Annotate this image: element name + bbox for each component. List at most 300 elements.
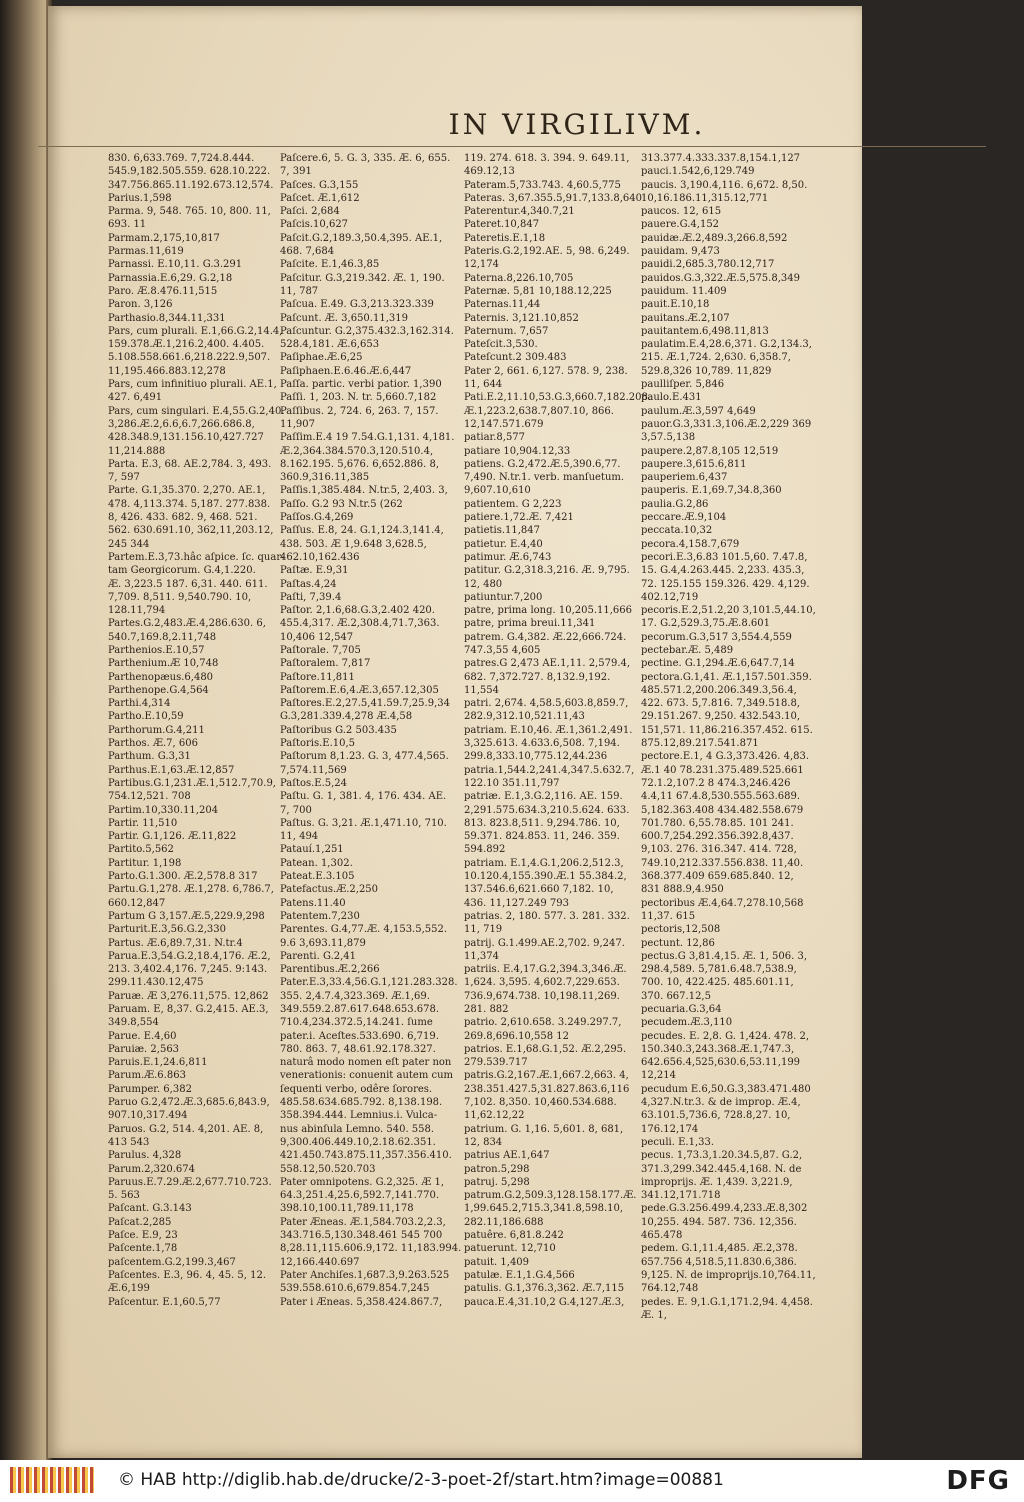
index-column-4 [641, 152, 826, 1322]
index-entry: Parthum. G.3,31 [108, 751, 191, 763]
index-entry: patriam. E.10,46. Æ.1,361.2,491. [464, 724, 633, 736]
index-entry: 282.9,312.10,521.11,43 [464, 711, 585, 723]
index-entry: 3,57.5,138 [641, 432, 696, 444]
index-entry: Parua.E.3,54.G.2,18.4,176. Æ.2, [108, 950, 271, 962]
index-entry: pauit.E.10,18 [641, 299, 710, 311]
index-entry: pauitantem.6,498.11,813 [641, 325, 769, 337]
index-entry: 3,325.613. 4.633.6,508. 7,194. [464, 738, 620, 750]
index-entry: 245 344 [108, 538, 150, 550]
index-entry: Paſtore.11,811 [280, 671, 355, 683]
index-entry: 600.7,254.292.356.392.8,437. [641, 831, 794, 843]
index-entry: peccata.10,32 [641, 525, 713, 537]
index-entry: 780. 863. 7, 48.61.92.178.327. [280, 1043, 436, 1055]
index-entry: pecori.E.3,6.83 101.5,60. 7.47.8, [641, 551, 808, 563]
index-entry: 830. 6,633.769. 7,724.8.444. [108, 153, 255, 164]
index-entry: 341.12,171.718 [641, 1190, 721, 1202]
index-entry: Parumper. 6,382 [108, 1083, 192, 1095]
index-entry: patietis.11,847 [464, 525, 541, 537]
index-entry: Paſſi. 1, 203. N. tr. 5,660.7,182 [280, 392, 437, 404]
index-entry: Æ.1,223.2,638.7,807.10, 866. [464, 405, 614, 417]
index-entry: 238.351.427.5,31.827.863.6,116 [464, 1083, 630, 1095]
index-entry: patiens. G.2,472.Æ.5,390.6,77. [464, 458, 621, 470]
index-entry: Parte. G.1,35.370. 2,270. AE.1, [108, 485, 266, 497]
index-entry: 10,255. 494. 587. 736. 12,356. [641, 1216, 797, 1228]
index-entry: patron.5,298 [464, 1163, 530, 1175]
index-entry: Paſcat.2,285 [108, 1216, 172, 1228]
index-entry: Paſci. 2,684 [280, 206, 340, 218]
index-entry: 213. 3,402.4,176. 7,245. 9:143. [108, 964, 268, 976]
index-entry: Paſſos.G.4,269 [280, 512, 354, 524]
index-entry: 749.10,212.337.556.838. 11,40. [641, 857, 804, 869]
index-entry: Paſſo. G.2 93 N.tr.5 (262 [280, 498, 403, 510]
index-entry: 355. 2,4.7.4,323.369. Æ.1,69. [280, 990, 430, 1002]
index-entry: paucos. 12, 615 [641, 206, 722, 218]
index-entry: Pars, cum plurali. E.1,66.G.2,14.4, [108, 325, 283, 337]
index-entry: patulis. G.1,376.3,362. Æ.7,115 [464, 1283, 625, 1295]
index-entry: venerationis: conuenit autem cum [280, 1070, 454, 1082]
index-entry: 438. 503. Æ 1,9.648 3,628.5, [280, 538, 427, 550]
index-entry: Paſcente.1,78 [108, 1243, 178, 1255]
index-column-1 [108, 152, 285, 1309]
index-entry: 413 543 [108, 1136, 150, 1148]
index-entry: patria.1,544.2,241.4,347.5.632.7, [464, 764, 635, 776]
index-entry: patri. 2,674. 4,58.5,603.8,859.7, [464, 698, 629, 710]
index-entry: Parthus.E.1,63.Æ.12,857 [108, 764, 235, 776]
index-entry: 9,607.10,610 [464, 485, 531, 497]
index-entry: Parentibus.Æ.2,266 [280, 964, 380, 976]
index-entry: Partem.E.3,73.hâc aſpice. ſc. quar- [108, 551, 285, 563]
index-entry: 370. 667.12,5 [641, 990, 711, 1002]
index-entry: paupere.2,87.8,105 12,519 [641, 445, 779, 457]
index-entry: 462.10,162.436 [280, 551, 360, 563]
index-entry: 5. 563 [108, 1190, 140, 1202]
index-entry: Patean. 1,302. [280, 857, 353, 869]
index-entry: Parue. E.4,60 [108, 1030, 177, 1042]
index-entry: 657.756 4,518.5,11.830.6,386. [641, 1256, 797, 1268]
index-entry: Parius.1,598 [108, 192, 172, 204]
index-entry: 12,166.440.697 [280, 1256, 360, 1268]
index-entry: 12,147.571.679 [464, 418, 544, 430]
index-entry: Paterna.8,226.10,705 [464, 272, 574, 284]
index-entry: pauca.E.4,31.10,2 G.4,127.Æ.3, [464, 1296, 625, 1308]
index-entry: patrum.G.2,509.3,128.158.177.Æ. [464, 1190, 637, 1202]
index-entry: patris.G.2,167.Æ.1,667.2,663. 4, [464, 1070, 629, 1082]
index-entry: 72. 125.155 159.326. 429. 4,129. [641, 578, 810, 590]
index-entry: 754.12,521. 708 [108, 791, 191, 803]
index-entry: Partibus.G.1,231.Æ.1,512.7,70.9, [108, 777, 276, 789]
index-entry: Partim.10,330.11,204 [108, 804, 219, 816]
index-entry: 349.559.2.87.617.648.653.678. [280, 1004, 440, 1015]
index-entry: pauidi.2,685.3,780.12,717 [641, 259, 775, 271]
index-entry: pecuaria.G.3,64 [641, 1004, 722, 1015]
index-entry: pauidæ.Æ.2,489.3,266.8,592 [641, 232, 788, 244]
index-entry: 59.371. 824.853. 11, 246. 359. [464, 831, 620, 843]
index-entry: Pater 2, 661. 6,127. 578. 9, 238. [464, 365, 628, 377]
index-entry: Parum.Æ.6.863 [108, 1070, 186, 1082]
index-entry: Pateretis.E.1,18 [464, 232, 546, 244]
index-entry: Paſcuntur. G.2,375.432.3,162.314. [280, 325, 454, 337]
index-entry: 11,214.888 [108, 445, 166, 457]
index-entry: patre, prima long. 10,205.11,666 [464, 605, 633, 617]
index-entry: 5,182.363.408 434.482.558.679 [641, 804, 804, 816]
index-entry: 2,291.575.634.3,210.5.624. 633. [464, 804, 630, 816]
index-entry: Pati.E.2,11.10,53.G.3,660.7,182.208. [464, 392, 652, 404]
index-entry: paulia.G.2,86 [641, 498, 709, 510]
index-entry: Pateſcit.3,530. [464, 339, 538, 351]
index-entry: 299.11.430.12,475 [108, 977, 204, 989]
index-entry: peculi. E.1,33. [641, 1136, 715, 1148]
index-entry: 700. 10, 422.425. 485.601.11, [641, 977, 794, 989]
index-entry: 528.4,181. Æ.6,653 [280, 339, 380, 351]
index-entry: Pateret.10,847 [464, 219, 540, 231]
index-entry: 11,195.466.883.12,278 [108, 365, 226, 377]
index-entry: Pateras. 3,67.355.5,91.7,133.8,640 [464, 192, 642, 204]
index-entry: Paſſa. partic. verbi patior. 1,390 [280, 379, 442, 391]
index-entry: 299.8,333.10,775.12,44.236 [464, 751, 608, 763]
index-entry: pauor.G.3,331.3,106.Æ.2,229 369 [641, 418, 812, 430]
index-entry: Pater.E.3,33.4,56.G.1,121.283.328. [280, 977, 458, 989]
index-entry: patres.G 2,473 AE.1,11. 2,579.4, [464, 658, 631, 670]
index-entry: 11,554 [464, 684, 499, 696]
page-title: IN VIRGILIVM. [448, 108, 706, 141]
index-entry: improprijs. Æ. 1,439. 3,221.9, [641, 1176, 793, 1188]
index-entry: 7, 700 [280, 804, 312, 816]
index-entry: 159.378.Æ.1,216.2,400. 4.405. [108, 339, 265, 351]
index-entry: Paſtor. 2,1.6,68.G.3,2.402 420. [280, 605, 435, 617]
index-entry: pecoris.E.2,51.2,20 3,101.5,44.10, [641, 605, 816, 617]
index-entry: 436. 11,127.249 793 [464, 897, 569, 909]
index-entry: patriam. E.1,4.G.1,206.2,512.3, [464, 857, 624, 869]
index-entry: Partir. G.1,126. Æ.11,822 [108, 831, 237, 843]
index-entry: pede.G.3.256.499.4,233.Æ.8,302 [641, 1203, 808, 1215]
index-entry: patiere.1,72.Æ. 7,421 [464, 512, 574, 524]
index-entry: 343.716.5,130.348.461 545 700 [280, 1230, 443, 1242]
index-entry: Paſiphaen.E.6.46.Æ.6,447 [280, 365, 412, 377]
index-entry: Pars, cum singulari. E.4,55.G.2,40. [108, 405, 285, 417]
index-entry: patietur. E.4,40 [464, 538, 543, 550]
index-entry: pedem. G.1,11.4,485. Æ.2,378. [641, 1243, 798, 1255]
index-entry: 402.12,719 [641, 591, 699, 603]
index-entry: Paſces. G.3,155 [280, 179, 359, 191]
index-entry: patriis. E.4,17.G.2,394.3,346.Æ. [464, 964, 627, 976]
index-entry: 465.478 [641, 1230, 683, 1242]
index-entry: 269.8,696.10,558 12 [464, 1030, 569, 1042]
index-entry: 15. G.4,4.263.445. 2,233. 435.3, [641, 565, 805, 577]
index-entry: Parenti. G.2,41 [280, 950, 357, 962]
index-entry: pauci.1.542,6,129.749 [641, 166, 755, 178]
index-entry: Paſcitur. G.3,219.342. Æ. 1, 190. [280, 272, 445, 284]
index-entry: paulatim.E.4,28.6,371. G.2,134.3, [641, 339, 812, 351]
index-entry: 12, 834 [464, 1136, 503, 1148]
index-entry: 11, 719 [464, 924, 503, 936]
index-entry: Partum G 3,157.Æ.5,229.9,298 [108, 910, 265, 922]
index-entry: 1,624. 3,595. 4,602.7,229.653. [464, 977, 620, 989]
index-entry: 215. Æ.1,724. 2,630. 6,358.7, [641, 352, 791, 364]
index-entry: Æ. 1, [641, 1309, 667, 1321]
index-entry: 8.162.195. 5,676. 6,652.886. 8, [280, 458, 440, 470]
camera-icon [10, 1467, 94, 1493]
index-entry: Parthi.4,314 [108, 698, 171, 710]
index-entry: 281. 882 [464, 1004, 509, 1015]
index-entry: 747.3,55 4,605 [464, 644, 541, 656]
index-entry: 710.4,234.372.5,14.241. ſume [280, 1017, 433, 1029]
index-entry: 3,286.Æ.2,6.6,6.7,266.686.8, [108, 418, 255, 430]
index-entry: Paſſibus. 2, 724. 6, 263. 7, 157. [280, 405, 439, 417]
index-entry: Paſcet. Æ.1,612 [280, 192, 360, 204]
index-entry: 9,300.406.449.10,2.18.62.351. [280, 1136, 436, 1148]
index-entry: 427. 6,491 [108, 392, 163, 404]
index-entry: patuit. 1,409 [464, 1256, 530, 1268]
index-entry: 831 888.9,4.950 [641, 884, 724, 896]
index-entry: Patefactus.Æ.2,250 [280, 884, 379, 896]
index-entry: Parmas.11,619 [108, 246, 184, 258]
index-entry: patimur. Æ.6,743 [464, 551, 552, 563]
index-entry: 660.12,847 [108, 897, 166, 909]
index-entry: 7, 391 [280, 166, 312, 178]
index-entry: patrium. G. 1,16. 5,601. 8, 681, [464, 1123, 624, 1135]
index-entry: 64.3,251.4,25.6,592.7,141.770. [280, 1190, 440, 1202]
index-entry: 540.7,169.8,2.11,748 [108, 631, 217, 643]
index-entry: Paſſis.1,385.484. N.tr.5, 2,403. 3, [280, 485, 448, 497]
index-entry: 347.756.865.11.192.673.12,574. [108, 179, 274, 191]
index-entry: pecus. 1,73.3,1.20.34.5,87. G.2, [641, 1150, 803, 1162]
index-entry: Paſtoris.E.10,5 [280, 738, 356, 750]
index-entry: patrias. 2, 180. 577. 3. 281. 332. [464, 910, 630, 922]
index-entry: patuerunt. 12,710 [464, 1243, 556, 1255]
index-entry: Paſcant. G.3.143 [108, 1203, 192, 1215]
index-entry: patrius AE.1,647 [464, 1150, 550, 1162]
index-entry: Parthenium.Æ 10,748 [108, 658, 219, 670]
index-entry: Partitur. 1,198 [108, 857, 182, 869]
index-entry: pauitans.Æ.2,107 [641, 312, 730, 324]
index-entry: 907.10,317.494 [108, 1110, 188, 1122]
index-entry: Parmam.2,175,10,817 [108, 232, 220, 244]
index-entry: patiuntur.7,200 [464, 591, 543, 603]
index-entry: Paſtorum 8,1.23. G. 3, 477.4,565. [280, 751, 449, 763]
index-entry: Paternis. 3,121.10,852 [464, 312, 579, 324]
index-entry: Paſiphae.Æ.6,25 [280, 352, 363, 364]
index-entry: Paſtoralem. 7,817 [280, 658, 371, 670]
index-entry: Pateſcunt.2 309.483 [464, 352, 567, 364]
index-entry: Paruos. G.2, 514. 4,201. AE. 8, [108, 1123, 264, 1135]
index-entry: Parturit.E.3,56.G.2,330 [108, 924, 227, 936]
index-entry: paucis. 3,190.4,116. 6,672. 8,50. [641, 179, 808, 191]
index-entry: patuêre. 6,81.8.242 [464, 1230, 564, 1242]
index-entry: pectoribus Æ.4,64.7,278.10,568 [641, 897, 804, 909]
index-entry: Paro. Æ.8.476.11,515 [108, 285, 218, 297]
index-entry: Paruis.E.1,24.6,811 [108, 1057, 208, 1069]
index-entry: pectore.E.1, 4 G.3,373.426. 4,83. [641, 751, 810, 763]
index-entry: 478. 4,113.374. 5,187. 277.838. [108, 498, 271, 510]
index-entry: 11,62.12,22 [464, 1110, 525, 1122]
index-entry: Parentes. G.4,77.Æ. 4,153.5,552. [280, 924, 448, 936]
index-entry: Paruam. E, 8,37. G.2,415. AE.3, [108, 1004, 269, 1015]
index-entry: patriæ. E.1,3.G.2,116. AE. 159. [464, 791, 623, 803]
copyright-url[interactable]: © HAB http://diglib.hab.de/drucke/2-3-poet-2f/start.htm?image=00881 [118, 1470, 724, 1490]
index-entry: 12, 480 [464, 578, 503, 590]
index-entry: Paſcere.6, 5. G. 3, 335. Æ. 6, 655. [280, 153, 451, 164]
index-entry: naturâ modo nomen eſt pater non [280, 1057, 452, 1069]
index-entry: 119. 274. 618. 3. 394. 9. 649.11, [464, 153, 630, 164]
index-entry: Paſce. E.9, 23 [108, 1230, 178, 1242]
index-entry: 468. 7,684 [280, 246, 335, 258]
index-entry: 10,406 12,547 [280, 631, 354, 643]
index-entry: 422. 673. 5,7.816. 7,349.518.8, [641, 698, 801, 710]
index-entry: Parulus. 4,328 [108, 1150, 182, 1162]
facing-page-edge [0, 0, 52, 1460]
index-entry: pectus.G 3,81.4,15. Æ. 1, 506. 3, [641, 950, 807, 962]
index-entry: Pateram.5,733.743. 4,60.5,775 [464, 179, 621, 191]
index-entry: Parum.2,320.674 [108, 1163, 196, 1175]
index-entry: 122.10 351.11,797 [464, 777, 560, 789]
index-entry: paſcentem.G.2,199.3,467 [108, 1256, 236, 1268]
index-entry: pauidum. 11.409 [641, 285, 727, 297]
index-entry: nus abinſula Lemno. 540. 558. [280, 1123, 435, 1135]
index-entry: 455.4,317. Æ.2,308.4,71.7,363. [280, 618, 440, 630]
index-entry: 558.12,50.520.703 [280, 1163, 376, 1175]
index-entry: 764.12,748 [641, 1283, 699, 1295]
index-entry: Parthenopæus.6,480 [108, 671, 214, 683]
index-entry: Partho.E.10,59 [108, 711, 184, 723]
index-entry: 11, 787 [280, 285, 319, 297]
footer-bar [0, 1460, 1024, 1502]
index-entry: pauidos.G.3,322.Æ.5,575.8,349 [641, 272, 800, 284]
index-entry: 682. 7,372.727. 8,132.9,192. [464, 671, 611, 683]
index-entry: patruj. 5,298 [464, 1176, 530, 1188]
index-entry: 151,571. 11,86.216.357.452. 615. [641, 724, 813, 736]
index-entry: 642.656.4,525,630.6,53.11,199 [641, 1057, 801, 1069]
index-entry: Paterentur.4,340.7,21 [464, 206, 575, 218]
index-entry: patiar.8,577 [464, 432, 526, 444]
index-entry: Pater omnipotens. G.2,325. Æ 1, [280, 1176, 445, 1188]
index-entry: patrem. G.4,382. Æ.22,666.724. [464, 631, 627, 643]
index-entry: 736.9,674.738. 10,198.11,269. [464, 990, 620, 1002]
index-entry: Paſti, 7,39.4 [280, 591, 342, 603]
index-entry: patrios. E.1,68.G.1,52. Æ.2,295. [464, 1043, 627, 1055]
index-entry: Parthenios.E.10,57 [108, 644, 205, 656]
index-entry: 12,214 [641, 1070, 676, 1082]
index-entry: 176.12,174 [641, 1123, 699, 1135]
index-entry: Parthorum.G.4,211 [108, 724, 205, 736]
index-entry: Æ.1 40 78.231.375.489.525.661 [641, 764, 804, 776]
index-entry: Paſſim.E.4 19 7.54.G.1,131. 4,181. [280, 432, 455, 444]
index-entry: Paſcua. E.49. G.3,213.323.339 [280, 299, 434, 311]
index-entry: patrij. G.1.499.AE.2,702. 9,247. [464, 937, 625, 949]
index-entry: Partus. Æ.6,89.7,31. N.tr.4 [108, 937, 243, 949]
index-entry: 313.377.4.333.337.8,154.1,127 [641, 153, 801, 164]
index-entry: patrio. 2,610.658. 3.249.297.7, [464, 1017, 622, 1029]
index-entry: pecora.4,158.7,679 [641, 538, 740, 550]
index-entry: 7,709. 8,511. 9,540.790. 10, [108, 591, 252, 603]
index-entry: 469.12,13 [464, 166, 515, 178]
index-entry: Parthasio.8,344.11,331 [108, 312, 226, 324]
index-entry: G.3,281.339.4,278 Æ.4,58 [280, 711, 413, 723]
index-entry: 9,103. 276. 316.347. 414. 728, [641, 844, 797, 856]
index-entry: 4.4,11 67.4.8,530.555.563.689. [641, 791, 801, 803]
index-entry: 594.892 [464, 844, 506, 856]
index-entry: patitur. G.2,318.3,216. Æ. 9,795. [464, 565, 630, 577]
index-entry: Pater i Æneas. 5,358.424.867.7, [280, 1296, 443, 1308]
index-entry: 693. 11 [108, 219, 147, 231]
index-entry: Paſtorem.E.6,4.Æ.3,657.12,305 [280, 684, 439, 696]
index-entry: 368.377.409 659.685.840. 12, [641, 871, 794, 883]
heading-rule [38, 146, 986, 147]
index-entry: patientem. G 2,223 [464, 498, 562, 510]
index-entry: Patauí.1,251 [280, 844, 344, 856]
index-entry: 1,99.645.2,715.3,341.8,598.10, [464, 1203, 624, 1215]
index-entry: pecudem.Æ.3,110 [641, 1017, 733, 1029]
index-entry: 279.539.717 [464, 1057, 528, 1069]
index-entry: Paſtores.E.2,27.5,41.59.7,25.9,34 [280, 698, 450, 710]
index-entry: Paſſus. E.8, 24. G.1,124.3,141.4, [280, 525, 444, 537]
index-entry: 562. 630.691.10, 362,11,203.12, [108, 525, 274, 537]
index-entry: 529.8,326 10,789. 11,829 [641, 365, 772, 377]
index-entry: Paſcentes. E.3, 96. 4, 45. 5, 12. [108, 1269, 267, 1281]
index-entry: Parta. E.3, 68. AE.2,784. 3, 493. [108, 458, 272, 470]
index-entry: 7,490. N.tr.1. verb. manſuetum. [464, 472, 625, 484]
index-entry: Paſtus. G. 3,21. Æ.1,471.10, 710. [280, 817, 447, 829]
index-entry: paulo.E.431 [641, 392, 702, 404]
index-entry: Paſtoribus G.2 503.435 [280, 724, 397, 736]
index-entry: 398.10,100.11,789.11,178 [280, 1203, 414, 1215]
index-entry: Paſtu. G. 1, 381. 4, 176. 434. AE. [280, 791, 447, 803]
index-entry: 11,374 [464, 950, 499, 962]
index-entry: Pater Anchiſes.1,687.3,9.263.525 [280, 1269, 450, 1281]
index-entry: Partir. 11,510 [108, 817, 178, 829]
index-entry: 8, 426. 433. 682. 9, 468. 521. [108, 512, 258, 524]
index-entry: Pater Æneas. Æ.1,584.703.2,2.3, [280, 1216, 446, 1228]
index-entry: paulum.Æ.3,597 4,649 [641, 405, 756, 417]
index-entry: 7, 597 [108, 472, 140, 484]
index-entry: 485.571.2,200.206.349.3,56.4, [641, 684, 797, 696]
index-entry: 8,28.11,115.606.9,172. 11,183.994. [280, 1243, 462, 1255]
index-entry: Paternas.11,44 [464, 299, 541, 311]
index-entry: 428.348.9,131.156.10,427.727 [108, 432, 264, 444]
index-entry: 813. 823.8,511. 9,294.786. 10, [464, 817, 620, 829]
index-entry: Pateris.G.2,192.AE. 5, 98. 6,249. [464, 246, 630, 258]
index-entry: Parma. 9, 548. 765. 10, 800. 11, [108, 206, 271, 218]
index-entry: 7,102. 8,350. 10,460.534.688. [464, 1097, 617, 1109]
index-entry: 10.120.4,155.390.Æ.1 55.384.2, [464, 871, 627, 883]
index-entry: pater.i. Aceſtes.533.690. 6,719. [280, 1030, 439, 1042]
index-entry: pectora.G.1,41. Æ.1,157.501.359. [641, 671, 812, 683]
index-column-2 [280, 152, 460, 1309]
index-entry: 11, 644 [464, 379, 503, 391]
index-entry: pecudum E.6,50.G.3,383.471.480 [641, 1083, 811, 1095]
index-entry: Æ. 3,223.5 187. 6,31. 440. 611. [108, 578, 268, 590]
index-entry: 358.394.444. Lemnius.i. Vulca- [280, 1110, 438, 1122]
index-entry: Paſtas.4,24 [280, 578, 337, 590]
index-entry: pauperiem.6,437 [641, 472, 728, 484]
index-entry: Paron. 3,126 [108, 299, 173, 311]
index-column-3 [464, 152, 652, 1309]
index-entry: Parthenope.G.4,564 [108, 684, 209, 696]
index-entry: Paſcite. E.1,46.3,85 [280, 259, 380, 271]
index-entry: 4,327.N.tr.3. & de improp. Æ.4, [641, 1097, 801, 1109]
index-entry: Paſcis.10,627 [280, 219, 349, 231]
index-entry: Paruiæ. 2,563 [108, 1043, 180, 1055]
index-entry: paupere.3,615.6,811 [641, 458, 747, 470]
index-entry: Paſcunt. Æ. 3,650.11,319 [280, 312, 408, 324]
index-entry: 7,574.11,569 [280, 764, 347, 776]
index-entry: pauperis. E.1,69.7,34.8,360 [641, 485, 782, 497]
index-entry: 360.9,316.11,385 [280, 472, 370, 484]
index-entry: 485.58.634.685.792. 8,138.198. [280, 1097, 443, 1109]
index-entry: 10,16.186.11,315.12,771 [641, 192, 769, 204]
index-entry: 29.151.267. 9,250. 432.543.10, [641, 711, 801, 723]
index-entry: Parto.G.1.300. Æ.2,578.8 317 [108, 871, 258, 883]
index-entry: Paſcit.G.2,189.3,50.4,395. AE.1, [280, 232, 443, 244]
